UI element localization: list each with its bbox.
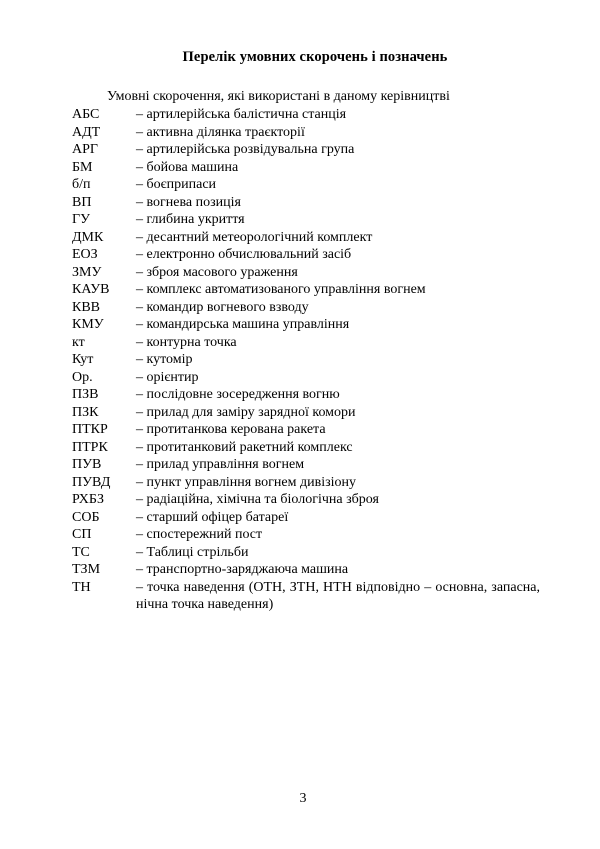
abbreviation-term: ПУВД bbox=[72, 474, 111, 490]
abbreviation-row bbox=[72, 316, 542, 334]
abbreviation-term: СОБ bbox=[72, 509, 100, 525]
abbreviation-row bbox=[72, 351, 542, 369]
abbreviation-term: ВП bbox=[72, 194, 92, 210]
abbreviation-row bbox=[72, 509, 542, 527]
abbreviation-term: ГУ bbox=[72, 212, 91, 227]
abbreviation-row bbox=[72, 194, 542, 212]
abbreviation-term: б/п bbox=[72, 177, 91, 192]
abbreviation-row bbox=[72, 159, 542, 177]
abbreviation-row bbox=[72, 456, 542, 474]
abbreviation-term: ТЗМ bbox=[72, 562, 101, 577]
abbreviation-term: КАУВ bbox=[72, 282, 110, 297]
abbreviation-term: Кут bbox=[72, 352, 94, 367]
abbreviation-definition: – прилад управління вогнем bbox=[136, 457, 305, 472]
abbreviation-definition: – кутомір bbox=[136, 352, 193, 367]
abbreviation-term: АБС bbox=[72, 107, 100, 122]
abbreviation-definition: – старший офіцер батареї bbox=[136, 509, 289, 525]
abbreviation-definition: – електронно обчислювальний засіб bbox=[136, 247, 352, 262]
abbreviation-definition: – вогнева позиція bbox=[136, 194, 241, 210]
abbreviation-definition: – зброя масового ураження bbox=[136, 264, 298, 280]
abbreviation-row bbox=[72, 526, 542, 544]
abbreviation-row bbox=[72, 386, 542, 404]
abbreviation-term: ЗМУ bbox=[72, 264, 102, 280]
abbreviation-definition: – орієнтир bbox=[136, 369, 199, 385]
abbreviation-term: ТН bbox=[72, 579, 91, 595]
abbreviation-row bbox=[72, 474, 542, 492]
abbreviation-row bbox=[72, 439, 542, 457]
abbreviation-definition: – протитанкова керована ракета bbox=[136, 422, 326, 437]
abbreviation-row bbox=[72, 106, 542, 124]
abbreviation-definition: – десантний метеорологічний комплект bbox=[136, 229, 373, 245]
abbreviation-definition: – командирська машина управління bbox=[136, 317, 350, 332]
abbreviation-row bbox=[72, 246, 542, 264]
abbreviation-definition: – бойова машина bbox=[136, 159, 239, 175]
abbreviation-term: БМ bbox=[72, 159, 93, 175]
abbreviation-row bbox=[72, 421, 542, 439]
page-number: 3 bbox=[299, 791, 307, 806]
abbreviation-definition: – активна ділянка траєкторії bbox=[136, 124, 305, 140]
abbreviation-definition: – артилерійська балістична станція bbox=[136, 107, 347, 122]
abbreviation-row bbox=[72, 229, 542, 247]
abbreviation-definition: – прилад для заміру зарядної комори bbox=[136, 404, 356, 420]
abbreviation-row bbox=[72, 579, 542, 614]
abbreviation-definition: – контурна точка bbox=[136, 334, 237, 350]
abbreviation-definition: – протитанковий ракетний комплекс bbox=[136, 439, 353, 455]
abbreviation-definition: – артилерійська розвідувальна група bbox=[136, 142, 355, 157]
abbreviation-term: ЕОЗ bbox=[72, 247, 98, 262]
abbreviation-term: АРГ bbox=[72, 142, 98, 157]
abbreviation-definition: – командир вогневого взводу bbox=[136, 299, 309, 315]
abbreviation-definition: – радіаційна, хімічна та біологічна зброя bbox=[136, 492, 379, 507]
abbreviation-term: ТС bbox=[72, 544, 90, 560]
abbreviation-term: СП bbox=[72, 527, 92, 542]
abbreviation-definition: – комплекс автоматизованого управління вогнем bbox=[136, 282, 426, 297]
abbreviation-term: Ор. bbox=[72, 369, 93, 385]
abbreviation-row bbox=[72, 299, 542, 317]
abbreviation-definition: – спостережний пост bbox=[136, 527, 263, 542]
abbreviation-definition: – пункт управління вогнем дивізіону bbox=[136, 474, 357, 490]
abbreviation-definition: – глибина укриття bbox=[136, 212, 245, 227]
abbreviation-term: КМУ bbox=[72, 317, 104, 332]
abbreviation-term: ПУВ bbox=[72, 457, 102, 472]
abbreviation-term: ДМК bbox=[72, 229, 104, 245]
abbreviation-definition: – точка наведення (ОТН, ЗТН, НТН відповідно – основна, запасна, нічна точка наведення) bbox=[136, 579, 540, 612]
section-subtitle: Умовні скорочення, які використані в даному керівництві bbox=[107, 89, 450, 104]
abbreviation-row bbox=[72, 124, 542, 142]
abbreviation-term: кт bbox=[72, 334, 85, 350]
abbreviation-definition: – послідовне зосередження вогню bbox=[136, 387, 340, 402]
abbreviation-row bbox=[72, 141, 542, 159]
abbreviation-row bbox=[72, 369, 542, 387]
abbreviation-term: ПТКР bbox=[72, 422, 108, 437]
abbreviation-row bbox=[72, 281, 542, 299]
abbreviation-row bbox=[72, 544, 542, 562]
abbreviation-term: ПЗК bbox=[72, 404, 99, 420]
abbreviation-row bbox=[72, 176, 542, 194]
abbreviation-list bbox=[72, 106, 542, 614]
abbreviation-definition: – боєприпаси bbox=[136, 177, 217, 192]
page-title: Перелік умовних скорочень і позначень bbox=[182, 49, 448, 65]
abbreviation-row bbox=[72, 561, 542, 579]
abbreviation-row bbox=[72, 491, 542, 509]
abbreviation-definition: – транспортно-заряджаюча машина bbox=[136, 562, 349, 577]
abbreviation-term: ПТРК bbox=[72, 439, 108, 455]
abbreviation-row bbox=[72, 404, 542, 422]
abbreviation-row bbox=[72, 211, 542, 229]
abbreviation-term: РХБЗ bbox=[72, 492, 104, 507]
abbreviation-term: КВВ bbox=[72, 299, 101, 315]
abbreviation-row bbox=[72, 264, 542, 282]
abbreviation-row bbox=[72, 334, 542, 352]
abbreviation-term: АДТ bbox=[72, 124, 101, 140]
abbreviation-definition: – Таблиці стрільби bbox=[136, 544, 249, 560]
abbreviation-term: ПЗВ bbox=[72, 387, 99, 402]
